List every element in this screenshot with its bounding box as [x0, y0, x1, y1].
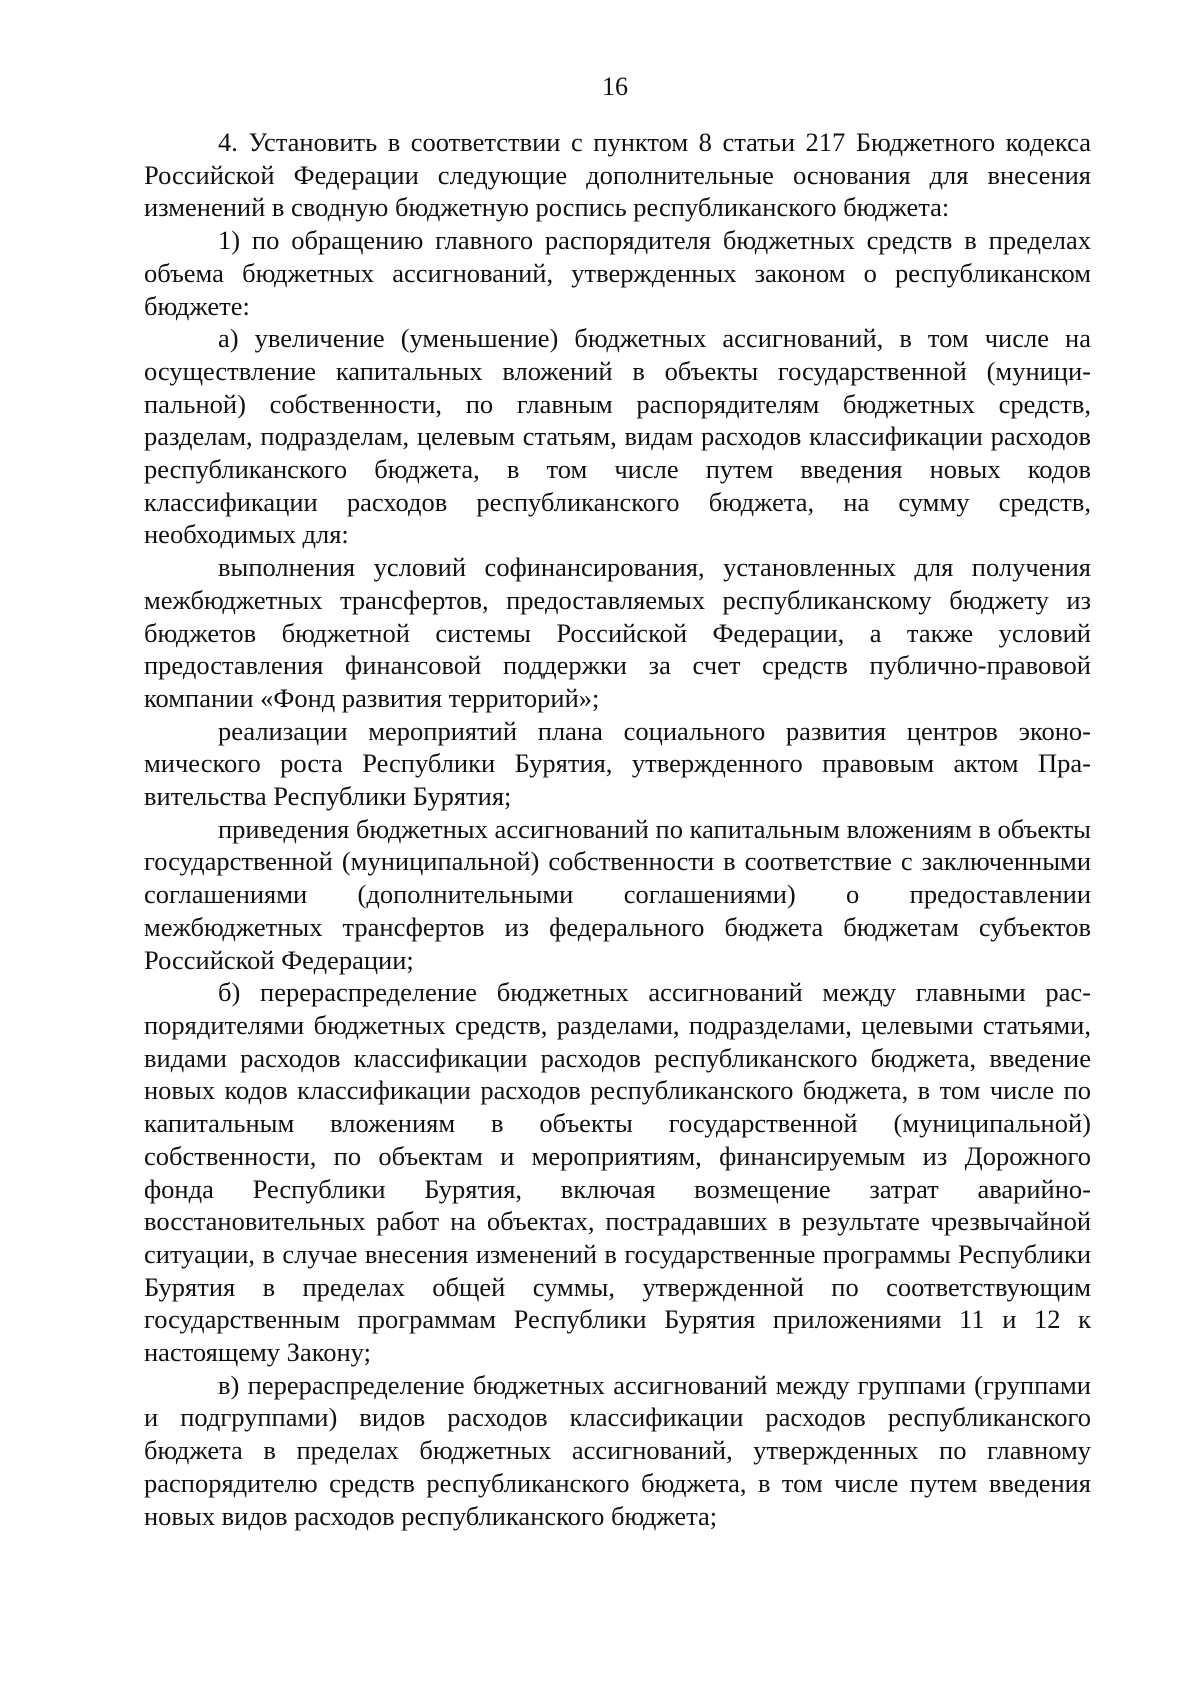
- page-number: 16: [602, 72, 628, 101]
- paragraph-growth-centers: реализации мероприятий плана социального развития центров экономического роста Республики Бурятия, утвержденного правовым актом Правительства Республики Бурятия;: [144, 715, 1091, 812]
- paragraph-subitem-a: а) увеличение (уменьшение) бюджетных ассигнований, в том числе на осуществление капитальных вложений в объекты государственной (муниципальной) собственности, по главным распорядителям бюджетных средств, разделам, подразделам, целевым статьям, видам расходов классификации расходов республиканского бюджета, в том числе путем введения новых кодов классификации расходов республиканского бюджета, на сумму средств, необходимых для:: [144, 323, 1091, 550]
- paragraph-item-4: 4. Установить в соответствии с пунктом 8 статьи 217 Бюджетного кодекса Российской Федерации следующие дополнительные основания для внесения изменений в сводную бюджетную роспись республиканского бюджета:: [144, 127, 1091, 223]
- paragraph-subitem-v: в) перераспределение бюджетных ассигнований между группами (группами и подгруппами) видов расходов классификации расходов республиканского бюджета в пределах бюджетных ассигнований, утвержденных по главному распорядителю средств республиканского бюджета, в том числе путем введения новых видов расходов республиканского бюджета;: [144, 1369, 1091, 1531]
- paragraph-cofinancing: выполнения условий софинансирования, установленных для получения межбюджетных трансфертов, предоставляемых республиканскому бюджету из бюджетов бюджетной системы Российской Федерации, а также условий предоставления финансовой поддержки за счет средств публично-правовой компании «Фонд развития территорий»;: [144, 552, 1091, 713]
- paragraph-subitem-1: 1) по обращению главного распорядителя бюджетных средств в пределах объема бюджетных ассигнований, утвержденных законом о республиканском бюджете:: [144, 225, 1091, 321]
- document-body: [144, 126, 1091, 1532]
- paragraph-capital-investments: приведения бюджетных ассигнований по капитальным вложениям в объекты государственной (муниципальной) собственности в соответствие с заключенными соглашениями (дополнительными соглашениями) о предоставлении межбюджетных трансфертов из федерального бюджета бюджетам субъектов Российской Федерации;: [144, 813, 1091, 975]
- paragraph-subitem-b: б) перераспределение бюджетных ассигнований между главными распорядителями бюджетных средств, разделами, подразделами, целевыми статьями, видами расходов классификации расходов республиканского бюджета, введение новых кодов классификации расходов республиканского бюджета, в том числе по капитальным вложениям в объекты государственной (муниципальной) собственности, по объектам и мероприятиям, финансируемым из Дорожного фонда Республики Бурятия, включая возмещение затрат аварийно-восстановительных работ на объектах, пострадавших в результате чрезвычайной ситуации, в случае внесения изменений в государственные программы Республики Бурятия в пределах общей суммы, утвержденной по соответствующим государственным программам Республики Бурятия приложениями 11 и 12 к настоящему Закону;: [144, 977, 1091, 1368]
